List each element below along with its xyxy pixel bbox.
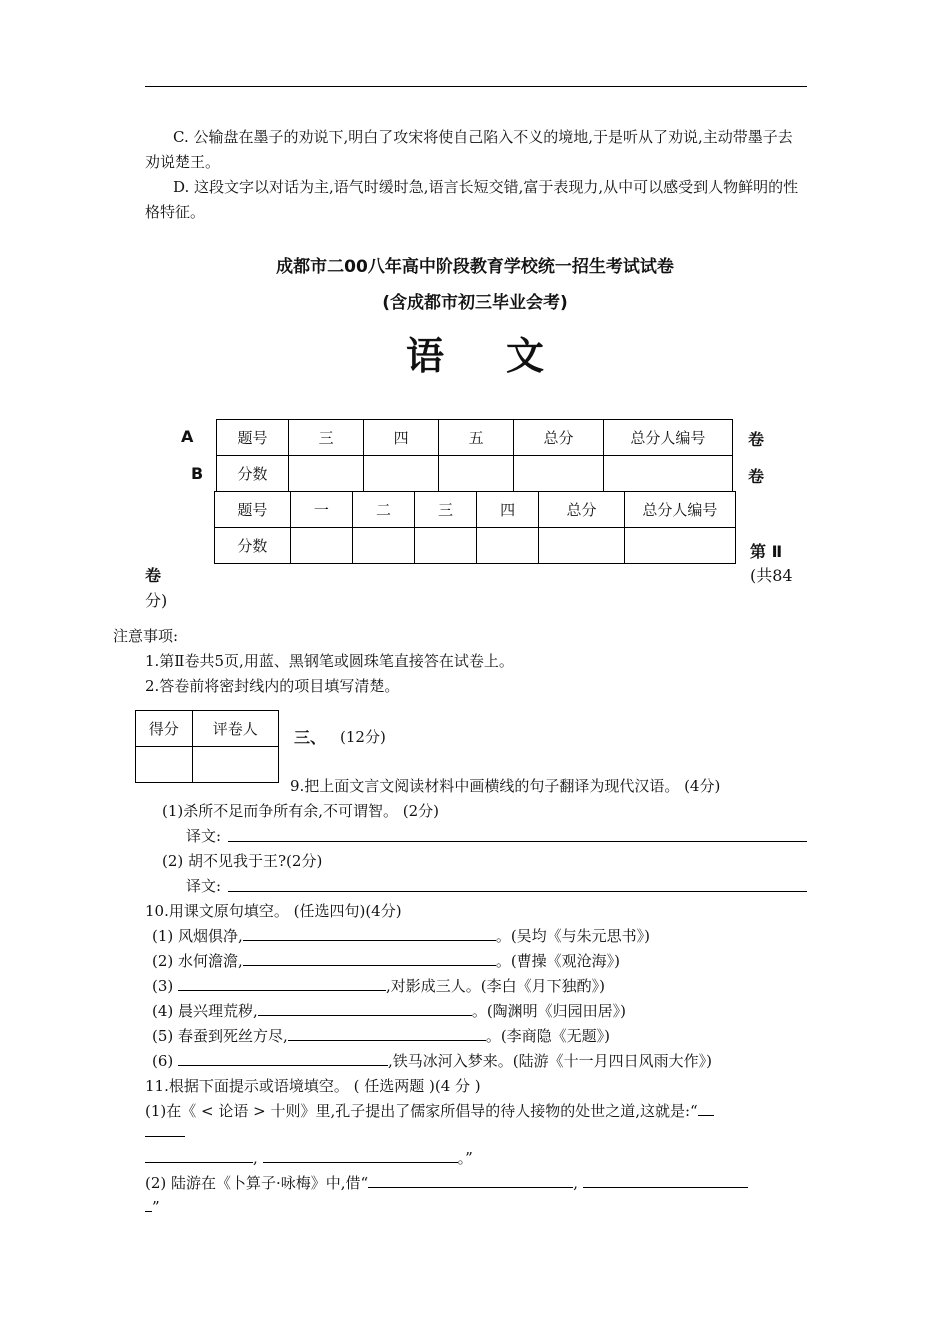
- closing-quote: ”: [152, 1198, 160, 1216]
- header-cell: 总分人编号: [603, 420, 732, 456]
- q10-item: [152, 1050, 712, 1071]
- item-suffix: ,铁马冰河入梦来。(陆游《十一月四日风雨大作》): [388, 1052, 713, 1070]
- q9-stem: 9.把上面文言文阅读材料中画横线的句子翻译为现代汉语。 (4分): [290, 777, 721, 795]
- item-prefix: 风烟俱净,: [178, 927, 243, 945]
- blank-line[interactable]: [583, 1172, 748, 1188]
- q10-item: [152, 925, 650, 946]
- volume-b-label: B: [191, 464, 204, 483]
- header-cell: 题号: [215, 492, 291, 528]
- item-suffix: ,对影成三人。(李白《月下独酌》): [386, 977, 606, 995]
- grader-label: 评卷人: [192, 711, 278, 747]
- q11-sub1-text: (1)在《 < 论语 > 十则》里,孔子提出了儒家所倡导的待人接物的处世之道,这就是:“: [145, 1102, 698, 1120]
- volume-a-suffix: 卷: [748, 430, 765, 449]
- answer-line[interactable]: [228, 890, 807, 892]
- item-prefix: 水何澹澹,: [178, 952, 243, 970]
- header-cell: 五: [439, 420, 514, 456]
- blank-line[interactable]: [145, 1196, 152, 1212]
- score-label: 得分: [136, 711, 193, 747]
- q10-stem: 10.用课文原句填空。 (任选四句)(4分): [145, 902, 402, 920]
- item-number: (1): [152, 927, 174, 945]
- q10-item: [152, 975, 605, 996]
- score-cell[interactable]: [352, 528, 414, 564]
- q11-sub1: [145, 1100, 714, 1121]
- score-cell[interactable]: [539, 528, 625, 564]
- item-number: (3): [152, 977, 174, 995]
- option-c: C. 公输盘在墨子的劝说下,明白了攻宋将使自己陷入不义的境地,于是听从了劝说,主动带墨子去劝说楚王。: [145, 128, 793, 171]
- blank-line[interactable]: [178, 1050, 388, 1066]
- row-label: 分数: [217, 456, 289, 492]
- comma: ,: [253, 1149, 258, 1167]
- answer-label: 译文:: [186, 827, 222, 845]
- blank-line[interactable]: [178, 975, 386, 991]
- score-table-a: [216, 419, 733, 492]
- row-label: 分数: [215, 528, 291, 564]
- item-number: (4): [152, 1002, 174, 1020]
- item-prefix: 晨兴理荒秽,: [178, 1002, 258, 1020]
- blank-line[interactable]: [698, 1100, 714, 1116]
- q10-item: [152, 1025, 610, 1046]
- comma: ,: [573, 1174, 579, 1192]
- section-title: 三、: [294, 728, 327, 747]
- q11-stem: 11.根据下面提示或语境填空。 ( 任选两题 )(4 分 ): [145, 1077, 481, 1095]
- q10-item: [152, 1000, 626, 1021]
- q11-sub2-text: (2) 陆游在《卜算子·咏梅》中,借“: [145, 1174, 369, 1192]
- score-cell[interactable]: [290, 528, 352, 564]
- answer-line[interactable]: [228, 840, 807, 842]
- notes-heading: 注意事项:: [113, 627, 179, 645]
- blank-line[interactable]: [145, 1136, 185, 1137]
- item-prefix: 春蚕到死丝方尽,: [178, 1027, 288, 1045]
- score-cell[interactable]: [289, 456, 364, 492]
- answer-label: 译文:: [186, 877, 222, 895]
- score-cell[interactable]: [603, 456, 732, 492]
- item-number: (6): [152, 1052, 174, 1070]
- header-rule: [145, 86, 807, 87]
- score-cell[interactable]: [136, 747, 193, 783]
- note-item: 2.答卷前将密封线内的项目填写清楚。: [145, 677, 400, 695]
- q9-sub2: (2) 胡不见我于王?(2分): [162, 852, 323, 870]
- score-cell[interactable]: [439, 456, 514, 492]
- blank-line[interactable]: [258, 1000, 472, 1016]
- item-number: (2): [152, 952, 174, 970]
- volume-ii-label: 第 Ⅱ: [750, 542, 783, 561]
- volume-b-suffix: 卷: [748, 467, 765, 486]
- q11-sub1-line2: [145, 1147, 473, 1168]
- note-item: 1.第Ⅱ卷共5页,用蓝、黑钢笔或圆珠笔直接答在试卷上。: [145, 652, 514, 670]
- header-cell: 三: [415, 492, 477, 528]
- volume-ii-points-cont: 分): [145, 591, 168, 610]
- header-cell: 一: [290, 492, 352, 528]
- score-table-b: [214, 491, 736, 564]
- blank-line[interactable]: [368, 1172, 573, 1188]
- closing-quote: 。”: [457, 1149, 473, 1167]
- blank-line[interactable]: [145, 1147, 253, 1163]
- grader-box: [135, 710, 279, 783]
- score-cell[interactable]: [624, 528, 735, 564]
- exam-subtitle: (含成都市初三毕业会考): [382, 293, 568, 313]
- score-cell[interactable]: [415, 528, 477, 564]
- section-points: (12分): [340, 728, 386, 746]
- header-cell: 题号: [217, 420, 289, 456]
- exam-title: 成都市二00八年高中阶段教育学校统一招生考试试卷: [276, 257, 674, 277]
- item-suffix: 。(吴均《与朱元思书》): [495, 927, 651, 945]
- volume-ii-points: (共84: [750, 566, 793, 585]
- blank-line[interactable]: [243, 950, 496, 966]
- grader-cell[interactable]: [192, 747, 278, 783]
- score-cell[interactable]: [364, 456, 439, 492]
- q10-item: [152, 950, 620, 971]
- score-cell[interactable]: [477, 528, 539, 564]
- item-suffix: 。(陶渊明《归园田居》): [471, 1002, 627, 1020]
- subject-title: 语文: [405, 334, 606, 378]
- q11-sub2: [145, 1172, 748, 1193]
- item-number: (5): [152, 1027, 174, 1045]
- item-suffix: 。(李商隐《无题》): [485, 1027, 611, 1045]
- header-cell: 总分: [539, 492, 625, 528]
- blank-line[interactable]: [288, 1025, 486, 1041]
- blank-line[interactable]: [243, 925, 496, 941]
- q9-sub1: (1)杀所不足而争所有余,不可谓智。 (2分): [162, 802, 440, 820]
- q11-sub2-cont: [145, 1196, 160, 1216]
- volume-ii-cont: 卷: [145, 566, 162, 585]
- option-d: D. 这段文字以对话为主,语气时缓时急,语言长短交错,富于表现力,从中可以感受到人物鲜明的性格特征。: [145, 178, 799, 221]
- blank-line[interactable]: [263, 1147, 458, 1163]
- header-cell: 四: [364, 420, 439, 456]
- header-cell: 三: [289, 420, 364, 456]
- volume-a-label: A: [181, 427, 194, 446]
- item-suffix: 。(曹操《观沧海》): [495, 952, 621, 970]
- header-cell: 四: [477, 492, 539, 528]
- header-cell: 二: [352, 492, 414, 528]
- score-cell[interactable]: [514, 456, 604, 492]
- header-cell: 总分: [514, 420, 604, 456]
- header-cell: 总分人编号: [624, 492, 735, 528]
